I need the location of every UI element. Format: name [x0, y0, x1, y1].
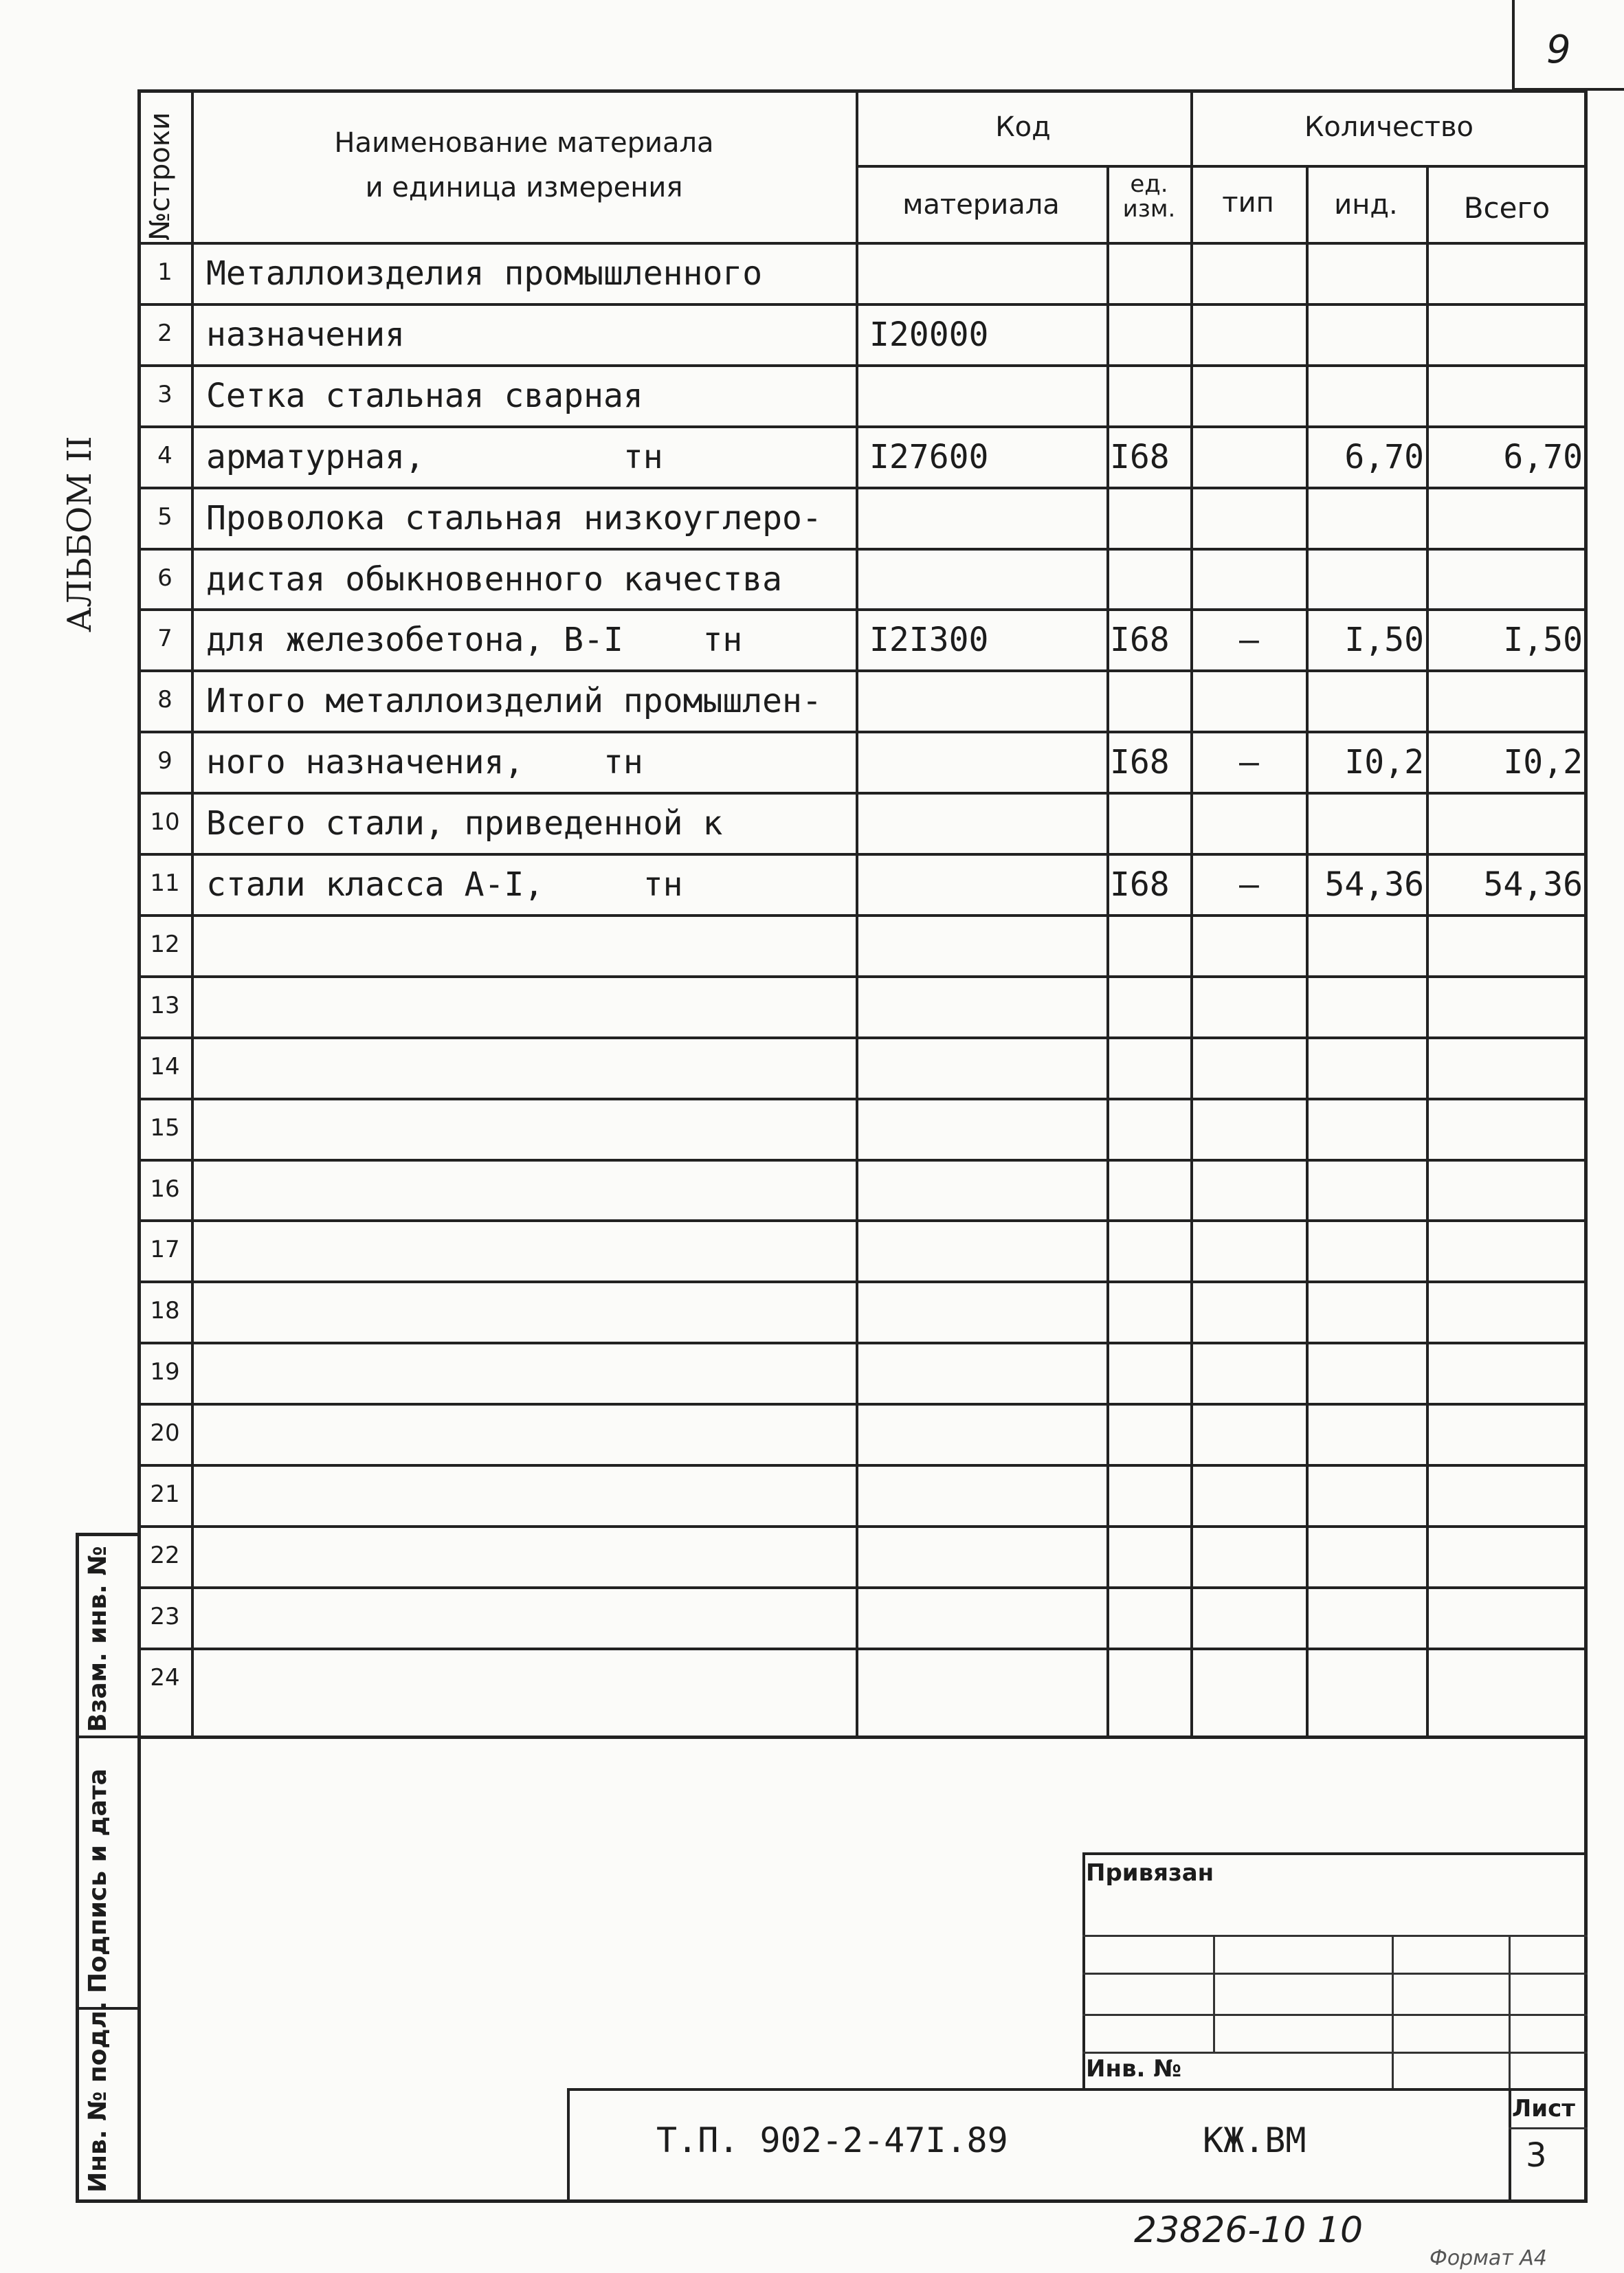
- privyazan-col2: [1392, 1935, 1394, 2089]
- cell-ind: I,50: [1344, 621, 1424, 660]
- privyazan-line3: [1082, 2014, 1588, 2016]
- cell-name: ного назначения, тн: [206, 743, 643, 782]
- cell-code: I20000: [869, 315, 989, 354]
- podpis-label: Подпись и дата: [84, 1768, 112, 1993]
- cell-type: –: [1239, 743, 1259, 782]
- row-separator: [137, 1036, 1588, 1039]
- row-separator: [137, 1098, 1588, 1100]
- row-number: 6: [157, 564, 173, 592]
- format-label: Формат А4: [1430, 2246, 1547, 2270]
- row-number: 7: [157, 625, 173, 653]
- row-number: 2: [157, 319, 173, 347]
- privyazan-line1: [1082, 1935, 1588, 1937]
- row-separator: [137, 1525, 1588, 1528]
- cell-name: дистая обыкновенного качества: [206, 559, 783, 599]
- sheet-label: Лист: [1512, 2095, 1575, 2122]
- title-row-top: [567, 2088, 1588, 2091]
- row-number: 20: [150, 1419, 180, 1448]
- row-number: 5: [157, 502, 173, 531]
- privyazan-top: [1082, 1852, 1588, 1855]
- privyazan-line2: [1082, 1973, 1588, 1975]
- row-number: 1: [157, 258, 173, 286]
- cell-type: –: [1239, 621, 1259, 660]
- row-number: 14: [150, 1052, 180, 1080]
- row-number: 13: [150, 991, 180, 1019]
- cell-type: –: [1239, 865, 1259, 904]
- row-number: 19: [150, 1358, 180, 1386]
- header-material: материала: [902, 189, 1060, 221]
- row-separator: [137, 1219, 1588, 1222]
- cell-total: I,50: [1503, 621, 1583, 660]
- header-name: Наименование материала: [334, 127, 714, 159]
- col-total-line: [1426, 165, 1429, 1739]
- sheet-col-mid: [1509, 2127, 1588, 2129]
- header-ind: инд.: [1334, 189, 1398, 221]
- row-separator: [137, 1586, 1588, 1589]
- cell-name: Всего стали, приведенной к: [206, 804, 723, 843]
- header-unit-line2: изм.: [1122, 195, 1176, 223]
- cell-ind: 54,36: [1324, 865, 1424, 904]
- row-number: 22: [150, 1541, 180, 1569]
- privyazan-line4: [1082, 2052, 1588, 2054]
- cell-name: стали класса А-I, тн: [206, 865, 683, 904]
- row-separator: [137, 425, 1588, 428]
- header-unit-line1: ед.: [1130, 170, 1168, 198]
- page-number: 9: [1546, 27, 1571, 72]
- privyazan-left: [1082, 1852, 1085, 2089]
- row-separator: [137, 303, 1588, 306]
- row-separator: [137, 731, 1588, 733]
- row-number: 18: [150, 1297, 180, 1325]
- row-number: 9: [157, 747, 173, 775]
- cell-name: Сетка стальная сварная: [206, 376, 643, 415]
- row-separator: [137, 975, 1588, 978]
- header-mid-line: [856, 165, 1588, 168]
- row-number: 10: [150, 808, 180, 836]
- row-separator: [137, 1280, 1588, 1283]
- cell-name: Итого металлоизделий промышлен-: [206, 682, 822, 721]
- row-number: 8: [157, 686, 173, 714]
- header-row-no: №строки: [144, 112, 176, 241]
- cell-unit: I68: [1110, 865, 1170, 904]
- row-separator: [137, 1648, 1588, 1650]
- row-number: 16: [150, 1175, 180, 1203]
- privyazan-col3: [1509, 1935, 1511, 2089]
- album-label: АЛЬБОМ II: [60, 436, 99, 632]
- row-number: 15: [150, 1113, 180, 1142]
- left-stamp-line1: [76, 1736, 141, 1738]
- row-number: 11: [150, 869, 180, 897]
- header-name2: и единица измерения: [365, 172, 683, 203]
- col-unit-line: [1106, 165, 1109, 1739]
- header-quantity: Количество: [1304, 111, 1473, 143]
- row-number: 3: [157, 380, 173, 408]
- row-separator: [137, 914, 1588, 917]
- page-number-box-left: [1512, 0, 1515, 89]
- cell-name: назначения: [206, 315, 405, 354]
- row-separator: [137, 608, 1588, 611]
- cell-name: Проволока стальная низкоуглеро-: [206, 498, 822, 537]
- header-bottom-line: [137, 242, 1588, 245]
- cell-unit: I68: [1110, 621, 1170, 660]
- row-separator: [137, 487, 1588, 489]
- row-number: 23: [150, 1602, 180, 1630]
- row-number: 24: [150, 1663, 180, 1692]
- col-ind-line: [1306, 165, 1309, 1739]
- title-row-left: [567, 2088, 570, 2203]
- cell-unit: I68: [1110, 743, 1170, 782]
- sheet-col-left: [1509, 2088, 1511, 2203]
- row-separator: [137, 853, 1588, 856]
- sheet-number: 3: [1526, 2136, 1547, 2175]
- cell-total: 6,70: [1503, 437, 1583, 476]
- privyazan-label: Привязан: [1086, 1859, 1214, 1887]
- cell-name: для железобетона, В-I тн: [206, 621, 743, 660]
- row-number: 17: [150, 1236, 180, 1264]
- row-separator: [137, 1342, 1588, 1344]
- row-number: 21: [150, 1481, 180, 1508]
- header-code: Код: [995, 111, 1051, 143]
- privyazan-col1: [1213, 1935, 1215, 2052]
- inv-podl-label: Инв. № подл.: [84, 2001, 112, 2193]
- cell-name: арматурная, тн: [206, 437, 663, 476]
- cell-code: I27600: [869, 437, 989, 476]
- cell-ind: 6,70: [1344, 437, 1424, 476]
- row-number: 4: [157, 441, 173, 469]
- header-type: тип: [1222, 187, 1274, 219]
- cell-unit: I68: [1110, 437, 1170, 476]
- header-unit: [1108, 172, 1190, 221]
- row-separator: [137, 792, 1588, 795]
- row-number: 12: [150, 930, 180, 958]
- cell-name: Металлоизделия промышленного: [206, 254, 763, 293]
- inv-no-label: Инв. №: [1086, 2055, 1182, 2083]
- cell-code: I2I300: [869, 621, 989, 660]
- header-total: Всего: [1463, 191, 1550, 225]
- doc-mark: КЖ.ВМ: [1203, 2120, 1306, 2160]
- row-separator: [137, 1403, 1588, 1406]
- row-separator: [137, 548, 1588, 551]
- row-separator: [137, 669, 1588, 672]
- cell-total: 54,36: [1483, 865, 1583, 904]
- footer-number: 23826-10 10: [1134, 2210, 1364, 2251]
- row-separator: [137, 1159, 1588, 1162]
- vzam-label: Взам. инв. №: [84, 1546, 112, 1732]
- row-separator: [137, 1464, 1588, 1467]
- cell-ind: I0,2: [1344, 743, 1424, 782]
- doc-code: Т.П. 902-2-47I.89: [656, 2120, 1008, 2160]
- cell-total: I0,2: [1503, 743, 1583, 782]
- row-separator: [137, 364, 1588, 367]
